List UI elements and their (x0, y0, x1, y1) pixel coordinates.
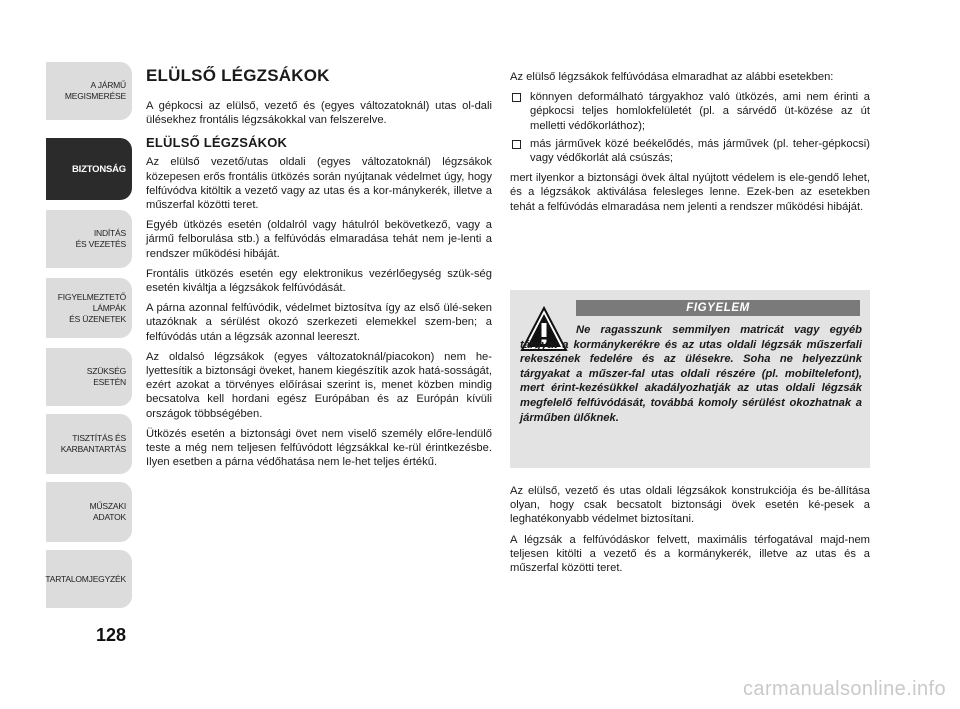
intro-paragraph: A gépkocsi az elülső, vezető és (egyes változatoknál) utas ol-dali ülésekhez frontális légzsákokkal van felszerelve. (146, 100, 492, 127)
tab-maintenance[interactable]: TISZTÍTÁS ÉS KARBANTARTÁS (46, 414, 132, 474)
list-item: könnyen deformálható tárgyakhoz való ütközés, ami nem érinti a gépkocsi teljes homlokfelületét (pl. a sárvédő üt-közése az út melletti védőkorláthoz); (510, 90, 870, 133)
paragraph: mert ilyenkor a biztonsági övek által nyújtott védelem is ele-gendő lehet, és a légzsákok aktiválása felesleges lenne. Ezek-ben az esetekben tehát a felfúvódás elmaradása nem jelenti a rendszer működési hibáját. (510, 172, 870, 213)
page-number: 128 (96, 625, 127, 645)
tab-vehicle-overview[interactable]: A JÁRMŰ MEGISMERÉSE (46, 62, 132, 120)
page-title: ELÜLSŐ LÉGZSÁKOK (146, 66, 330, 85)
right-column-bottom (510, 484, 870, 581)
tab-safety[interactable]: BIZTONSÁG (46, 138, 132, 200)
right-column (510, 70, 870, 220)
tab-technical-data[interactable]: MŰSZAKI ADATOK (46, 482, 132, 542)
warning-header: FIGYELEM (576, 300, 860, 316)
paragraph: Az elülső, vezető és utas oldali légzsákok konstrukciója és be-állítása olyan, hogy csak becsatolt biztonsági övek esetén ké-pesek a leghatékonyabb védelmet biztosítani. (510, 485, 870, 526)
tab-warning-lights[interactable]: FIGYELMEZTETŐ LÁMPÁK ÉS ÜZENETEK (46, 278, 132, 338)
section-title: ELÜLSŐ LÉGZSÁKOK (146, 135, 288, 151)
paragraph: Frontális ütközés esetén egy elektronikus vezérlőegység szük-ség esetén kiváltja a légzsákok felfúvódását. (146, 267, 492, 295)
paragraph: Az oldalsó légzsákok (egyes változatoknál/piacokon) nem he-lyettesítik a biztonsági öveket, hanem kiegészítik azok hatá-sosságát, ezért azokat a törvényes előírásai szerint is, menet közben mindig becsatolva kell hordani egész Európában és az Európán kívüli országok többségében. (146, 350, 492, 420)
tab-starting-driving[interactable]: INDÍTÁS ÉS VEZETÉS (46, 210, 132, 268)
paragraph: Ütközés esetén a biztonsági övet nem viselő személy előre-lendülő teste a még nem teljesen felfúvódott légzsákkal ke-rül érintkezésbe. Ilyen esetben a párna védőhatása nem le-het teljes értékű. (146, 427, 492, 469)
bullet-list (510, 90, 870, 165)
paragraph: A párna azonnal felfúvódik, védelmet biztosítva így az első ülé-seken utazóknak a sérülést okozó szerkezeti elemekkel szem-ben; a felfúvódás után a légzsák azonnal leereszt. (146, 302, 492, 343)
paragraph: Az elülső vezető/utas oldali (egyes változatoknál) légzsákok közepesen erős frontális ütközés során nyújtanak védelmet úgy, hogy felfúvódva kitöltik a vezető vagy az utas és a kor-mánykerék, illetve a műszerfal közötti teret. (146, 156, 492, 212)
warning-text: Ne ragasszunk semmilyen matricát vagy egyéb tárgyat a kormánykerékre és az utas oldali légzsák műszerfali rekeszének fedelére és az ülésekre. Soha ne helyezzünk tárgyakat a műszer-fal utas oldali részére (pl. mobiltelefont), mert érint-kezésükkel akadályozhatják az utas oldali légzsák megfelelő felfúvódását, továbbá komoly sérülést okozhatnak a járműben ülőknek. (520, 324, 862, 424)
watermark: carmanualsonline.info (743, 678, 946, 700)
paragraph: Egyéb ütközés esetén (oldalról vagy hátulról bekövetkező, vagy a jármű felborulása stb.) a felfúvódás elmaradása tehát nem je-lenti a rendszer működési hibáját. (146, 219, 492, 260)
checkbox-bullet-icon (512, 140, 521, 149)
tab-emergency[interactable]: SZÜKSÉG ESETÉN (46, 348, 132, 406)
paragraph: A légzsák a felfúvódáskor felvett, maximális térfogatával majd-nem teljesen kitölti a vezető és a kormánykerék, illetve az utas és a műszerfal közötti teret. (510, 533, 870, 575)
left-column (146, 66, 492, 475)
checkbox-bullet-icon (512, 93, 521, 102)
list-item: más járművek közé beékelődés, más járművek (pl. teher-gépkocsi) vagy védőkorlát alá csúszás; (510, 137, 870, 165)
warning-box (510, 290, 870, 468)
tab-index[interactable]: TARTALOMJEGYZÉK (46, 550, 132, 608)
intro-paragraph: Az elülső légzsákok felfúvódása elmaradhat az alábbi esetekben: (510, 71, 834, 83)
